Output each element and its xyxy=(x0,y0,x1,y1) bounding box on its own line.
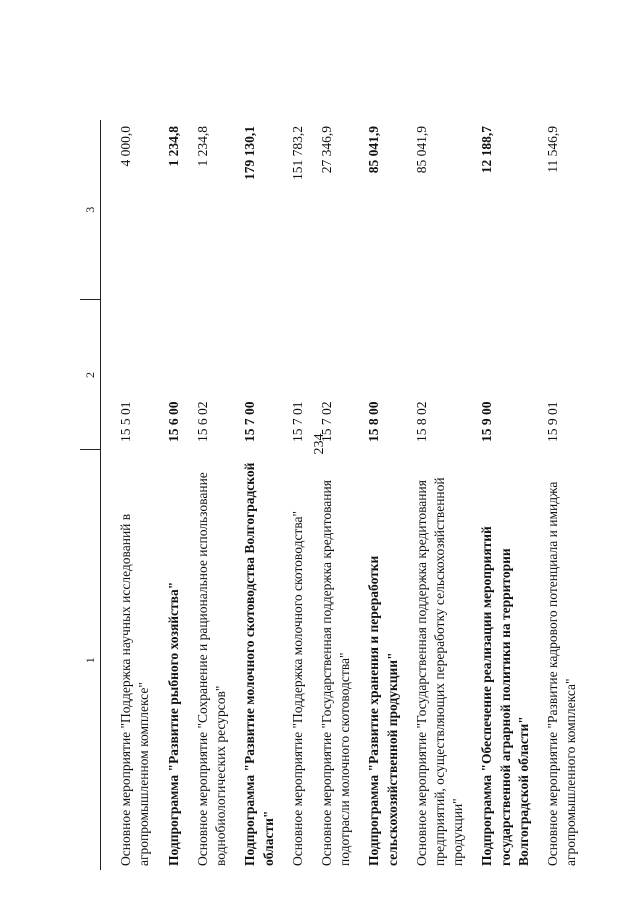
row-code: 15 5 01 xyxy=(118,401,134,442)
column-header-2: 2 xyxy=(80,300,101,450)
table-row xyxy=(284,120,313,870)
table-row xyxy=(360,120,407,870)
table-row xyxy=(539,120,586,870)
row-value: 151 783,2 xyxy=(289,126,305,180)
row-value: 85 041,9 xyxy=(366,126,382,174)
table-body xyxy=(101,120,587,870)
row-name: Основное мероприятие "Государственная поддержка кредитования предприятий, осуществляющих переработку сельскохозяйственной продукции" xyxy=(413,477,466,866)
table-row xyxy=(313,120,360,870)
table-row xyxy=(473,120,539,870)
row-code: 15 6 00 xyxy=(165,401,181,442)
row-code: 15 8 02 xyxy=(413,401,429,442)
row-value: 1 234,8 xyxy=(165,126,181,167)
row-name: Подпрограмма "Развитие молочного скотоводства Волгоградской области" xyxy=(242,462,276,866)
row-value: 1 234,8 xyxy=(194,126,210,167)
row-name: Подпрограмма "Развитие хранения и переработки сельскохозяйственной продукции" xyxy=(366,555,400,866)
table-row xyxy=(408,120,474,870)
budget-table-container xyxy=(80,120,610,870)
page-number: 234 xyxy=(312,433,327,455)
row-name: Основное мероприятие "Поддержка молочного скотоводства" xyxy=(289,510,305,866)
column-header-3: 3 xyxy=(80,120,101,300)
row-value: 11 546,9 xyxy=(545,126,561,173)
row-value: 12 188,7 xyxy=(479,126,495,174)
row-value: 179 130,1 xyxy=(242,126,258,180)
table-row xyxy=(189,120,236,870)
row-code: 15 8 00 xyxy=(366,401,382,442)
row-name: Основное мероприятие "Поддержка научных исследований в агропромышленном комплексе" xyxy=(118,513,152,866)
row-name: Подпрограмма "Обеспечение реализации мероприятий государственной аграрной политики на территории Волгоградской области" xyxy=(479,526,531,866)
row-value: 27 346,9 xyxy=(318,126,334,174)
row-code: 15 9 01 xyxy=(545,401,561,442)
row-name: Основное мероприятие "Государственная поддержка кредитования подотрасли молочного скотоводства" xyxy=(318,480,353,866)
row-code: 15 7 02 xyxy=(318,401,334,442)
table-row xyxy=(160,120,189,870)
row-code: 15 7 00 xyxy=(242,401,258,442)
table-row xyxy=(101,120,160,870)
row-value: 4 000,0 xyxy=(118,126,134,167)
column-header-1: 1 xyxy=(80,450,101,870)
row-code: 15 9 00 xyxy=(479,401,495,442)
row-code: 15 6 02 xyxy=(194,401,210,442)
table-row xyxy=(236,120,283,870)
row-name: Основное мероприятие "Сохранение и рациональное использование воднобиологических ресурсов" xyxy=(194,472,229,866)
table-header-row xyxy=(80,120,101,870)
row-code: 15 7 01 xyxy=(289,401,305,442)
budget-table xyxy=(80,120,587,870)
row-name: Основное мероприятие "Развитие кадрового потенциала и имиджа агропромышленного комплекса" xyxy=(545,481,579,866)
row-value: 85 041,9 xyxy=(413,126,429,174)
row-name: Подпрограмма "Развитие рыбного хозяйства" xyxy=(165,581,181,866)
